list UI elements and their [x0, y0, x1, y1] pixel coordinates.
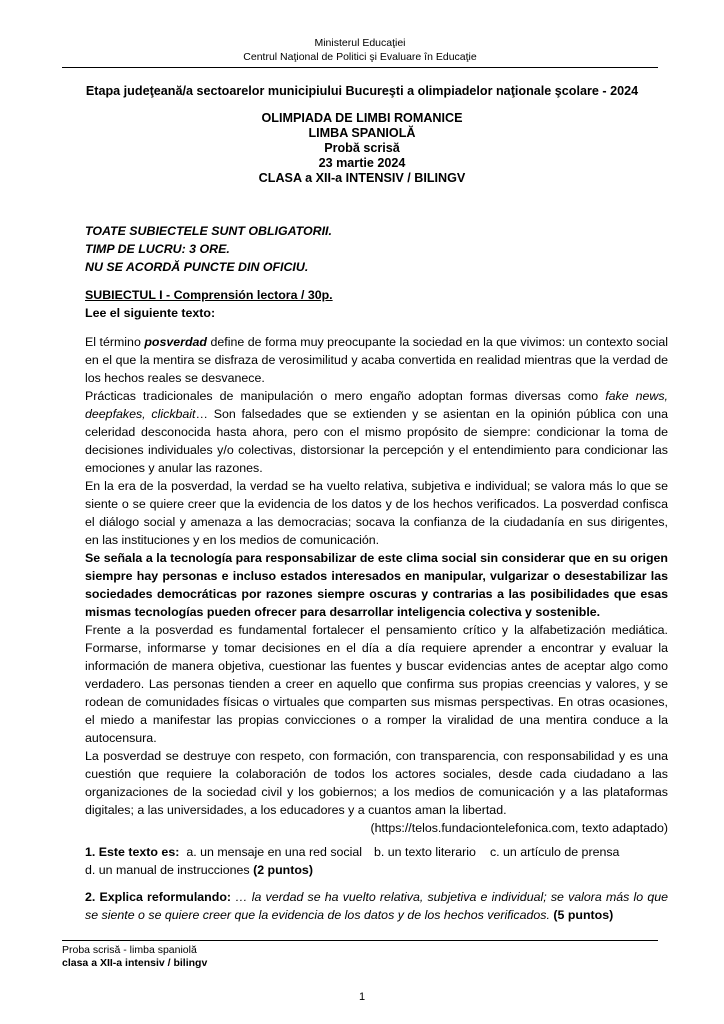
paragraph-5: Frente a la posverdad es fundamental fortalecer el pensamiento crítico y la alfabetización mediática. Formarse, informarse y tomar decisiones en el día a día requiere aprender a encontrar y evaluar la información de manera objetiva, cuestionar las fuentes y buscar evidencias antes de aceptar algo como verdadero. Las personas tienden a creer en aquello que confirma sus propias creencias y valores, y se rodean de comunidades físicas o virtuales que comparten sus mismas perspectivas. En otras ocasiones, el miedo a manifestar las propias convicciones o a romper la viralidad de una mentira conduce a la autocensura.: [85, 623, 668, 745]
exam-type: Probă scrisă: [324, 141, 400, 155]
question-1-points: (2 puntos): [253, 863, 313, 877]
question-2: [85, 888, 668, 924]
center-name: Centrul Naţional de Politici şi Evaluare în Educaţie: [243, 51, 477, 63]
footer-class-level: clasa a XII-a intensiv / bilingv: [62, 957, 208, 969]
document-header: [62, 36, 658, 68]
ministry-name: Ministerul Educaţiei: [314, 37, 406, 49]
class-level: CLASA a XII-a INTENSIV / BILINGV: [258, 171, 466, 185]
question-1-option-d: d. un manual de instrucciones: [85, 863, 254, 877]
paragraph-2: [85, 387, 668, 477]
term-posverdad: posverdad: [144, 335, 208, 349]
source-citation: (https://telos.fundaciontelefonica.com, texto adaptado): [370, 821, 668, 835]
instruction-line-1: TOATE SUBIECTELE SUNT OBLIGATORII.: [85, 224, 332, 238]
paragraph-6: La posverdad se destruye con respeto, con formación, con transparencia, con responsabilidad y es una cuestión que requiere la colaboración de todos los actores sociales, desde cada ciudadano a las organizaciones de la sociedad civil y los gobiernos; a los medios de comunicación y a las plataformas digitales; a las universidades, a los educadores y a cuantos aman la libertad.: [85, 749, 668, 817]
title-block: [62, 111, 662, 186]
language-title: LIMBA SPANIOLĂ: [308, 126, 416, 140]
paragraph-1: [85, 333, 668, 387]
stage-title: Etapa judeţeană/a sectoarelor municipiului Bucureşti a olimpiadelor naţionale şcolare - 2024: [85, 84, 639, 98]
term-fakenews-list: fake news, deepfakes, clickbait: [85, 389, 669, 421]
instruction-line-3: NU SE ACORDĂ PUNCTE DIN OFICIU.: [85, 260, 309, 274]
content: [85, 222, 668, 924]
question-1-option-a: a. un mensaje en una red social: [186, 845, 363, 859]
reading-text: [85, 333, 668, 837]
text-segment: … Son falsedades que se extienden y se asientan en la opinión pública con una celeridad desconocida hasta ahora, pero con el mismo propósito de siempre: condicionar la toma de decisiones individuales y/o colectivas, distorsionar la percepción y el entendimiento para condicionar las emociones y anular las razones.: [85, 407, 668, 475]
text-segment: El término: [85, 335, 145, 349]
exam-instructions: [85, 222, 668, 276]
page-number: 1: [358, 991, 366, 1003]
reading-intro: Lee el siguiente texto:: [85, 306, 216, 320]
section-1-heading: SUBIECTUL I - Comprensión lectora / 30p.: [85, 288, 333, 302]
question-1-options-row: [85, 843, 668, 861]
exam-date: 23 martie 2024: [318, 156, 406, 170]
question-2-points: (5 puntos): [549, 908, 614, 922]
olympiad-title: OLIMPIADA DE LIMBI ROMANICE: [261, 111, 463, 125]
question-1-option-c: c. un artículo de prensa: [489, 845, 620, 859]
document-footer: [62, 940, 658, 970]
instruction-line-2: TIMP DE LUCRU: 3 ORE.: [85, 242, 230, 256]
question-2-quote: … la verdad se ha vuelto relativa, subjetiva e individual; se valora más lo que se siente o se quiere creer que la evidencia de los datos y de los hechos verificados.: [85, 890, 668, 922]
footer-exam-type: Proba scrisă - limba spaniolă: [62, 944, 197, 956]
question-1: [85, 843, 668, 879]
question-1-option-b: b. un texto literario: [374, 845, 476, 859]
paragraph-3: En la era de la posverdad, la verdad se ha vuelto relativa, subjetiva e individual; se valora más lo que se siente o se quiere creer que la evidencia de los datos y de los hechos verificados. La posverdad confisca el diálogo social y amenaza a las democracias; socava la confianza de la ciudadanía en sus dirigentes, en las instituciones y en los medios de comunicación.: [85, 479, 668, 547]
question-1-option-d-row: [85, 861, 668, 879]
text-segment: define de forma muy preocupante la sociedad en la que vivimos: un contexto social en el que la mentira se disfraza de verosimilitud y acaba convertida en realidad mientras que la verdad de los hechos reales se desvanece.: [85, 335, 668, 385]
question-2-label: 2. Explica reformulando:: [85, 890, 232, 904]
paragraph-4: Se señala a la tecnología para responsabilizar de este clima social sin considerar que en su origen siempre hay personas e incluso estados interesados en manipular, vulgarizar o desestabilizar las sociedades democráticas por razones siempre oscuras y contrarias a las posibilidades que esas mismas tecnologías pueden ofrecer para desarrollar inteligencia colectiva y sostenible.: [85, 551, 668, 619]
question-1-label: 1. Este texto es:: [85, 845, 180, 859]
text-segment: Prácticas tradicionales de manipulación o mero engaño adoptan formas diversas como: [85, 389, 606, 403]
